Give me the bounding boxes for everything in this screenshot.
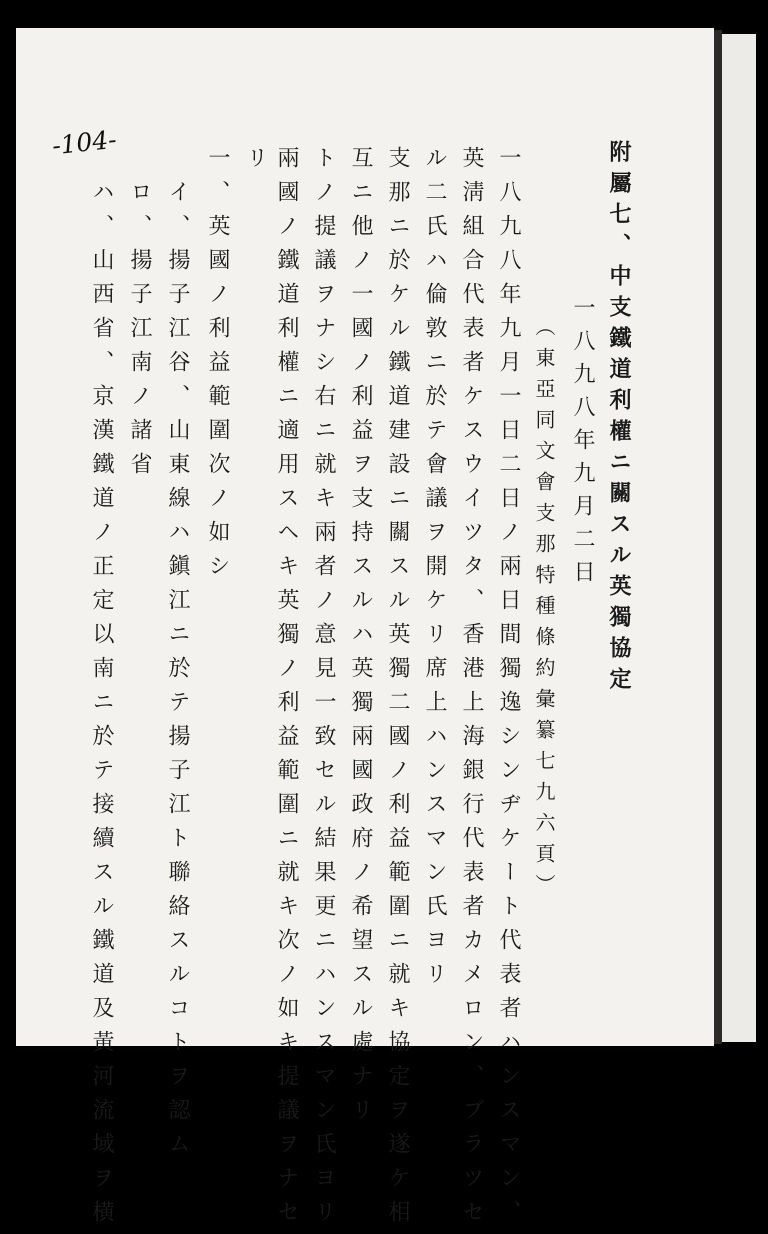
list-item: イ、揚子江谷、山東線ハ鎭江ニ於テ揚子江ト聯絡スルコトヲ認ム [165,180,190,1166]
list-item: 一、英國ノ利益範圍次ノ如シ [205,146,230,588]
source-citation: （東亞同文會支那特種條約彙纂七九六頁） [532,316,556,905]
page-number: -104- [50,124,118,161]
body-line: 支那ニ於ケル鐵道建設ニ關スル英獨二國ノ利益範圍ニ就キ協定ヲ遂ケ相 [385,146,410,1234]
body-line: 英淸組合代表者ケスウイツタ、香港上海銀行代表者カメロン、ブラツセ [459,146,484,1234]
agreement-date: 一八九八年九月二日 [570,296,595,593]
body-line: リ [243,146,268,180]
adjacent-page-strip [722,34,756,1042]
body-line: 一八九八年九月一日二日ノ兩日間獨逸シンヂケート代表者ハンスマン、 [496,146,521,1234]
list-item: ハ、山西省、京漢鐵道ノ正定以南ニ於テ接續スル鐵道及黃河流域ヲ横 [89,180,114,1234]
document-title: 附屬七、中支鐵道利權ニ關スル英獨協定 [606,140,632,698]
page-edge [714,30,722,1044]
body-line: 兩國ノ鐵道利權ニ適用スヘキ英獨ノ利益範圍ニ就キ次ノ如キ提議ヲナセ [274,146,299,1234]
list-item: ロ、揚子江南ノ諸省 [127,180,152,486]
body-line: トノ提議ヲナシ右ニ就キ兩者ノ意見一致セル結果更ニハンスマン氏ヨリ [311,146,336,1234]
body-line: ル二氏ハ倫敦ニ於テ會議ヲ開ケリ席上ハンスマン氏ヨリ [422,146,447,996]
body-line: 互ニ他ノ一國ノ利益ヲ支持スルハ英獨兩國政府ノ希望スル處ナリ [348,146,373,1132]
